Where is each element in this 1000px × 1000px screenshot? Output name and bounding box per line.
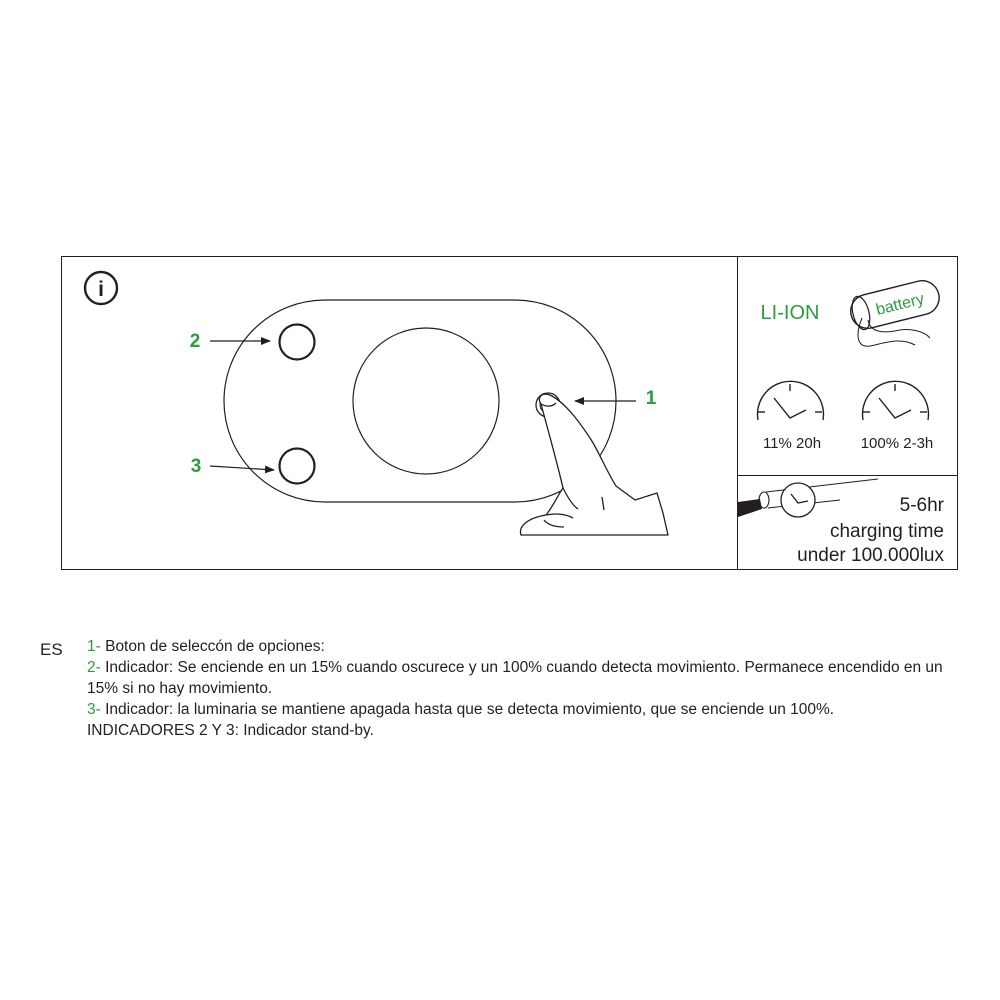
legend-text-1: Boton de seleccón de opciones: xyxy=(100,638,325,655)
legend-num-1: 1- xyxy=(87,638,101,655)
legend-num-3: 3- xyxy=(87,701,101,718)
mode-full-label: 100% 2-3h xyxy=(860,435,934,452)
mode-low-label: 11% 20h xyxy=(762,435,822,452)
clock-icon-low xyxy=(757,381,823,420)
legend-num-2: 2- xyxy=(87,659,101,676)
battery-type-label: LI-ION xyxy=(760,302,820,324)
clock-icon-full xyxy=(862,381,928,420)
callout-1-label: 1 xyxy=(645,388,657,409)
legend-text-3: Indicador: la luminaria se mantiene apagada hasta que se detecta movimiento, que se enciende un 100%. xyxy=(100,701,835,718)
charging-time-label: charging time xyxy=(829,521,944,542)
callout-3-arrow xyxy=(210,466,274,470)
charging-lux-label: under 100.000lux xyxy=(797,545,944,566)
info-icon xyxy=(85,272,117,304)
legend-item-1 xyxy=(87,636,947,657)
legend-item-4: INDICADORES 2 Y 3: Indicador stand-by. xyxy=(87,722,374,739)
legend-item-2 xyxy=(87,657,947,699)
indicator-2 xyxy=(280,325,315,360)
callout-2-label: 2 xyxy=(189,331,201,352)
callout-3-label: 3 xyxy=(190,456,202,477)
lamp-lens xyxy=(353,328,499,474)
battery-icon xyxy=(847,277,943,346)
language-code: ES xyxy=(40,640,63,659)
charging-hours: 5-6hr xyxy=(899,495,944,516)
legend-text-2: Indicador: Se enciende en un 15% cuando oscurece y un 100% cuando detecta movimiento. Permanece encendido en un 15% si no hay movimiento. xyxy=(87,659,943,697)
battery-label: battery xyxy=(874,290,926,319)
legend-item-3 xyxy=(87,699,947,720)
svg-text:i: i xyxy=(98,278,104,301)
indicator-3 xyxy=(280,449,315,484)
charging-clock-icon xyxy=(781,483,815,517)
